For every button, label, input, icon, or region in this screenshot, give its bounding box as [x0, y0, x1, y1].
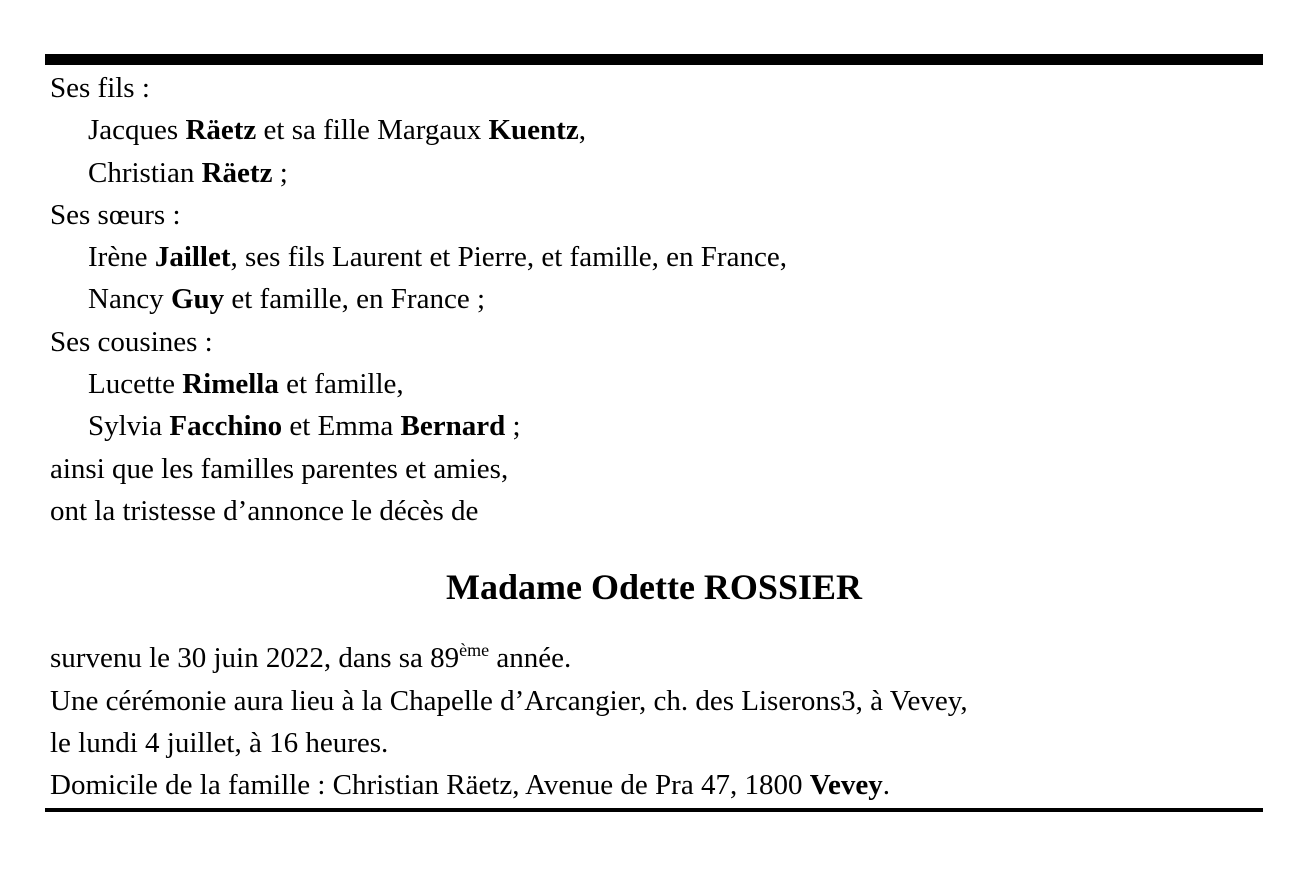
member-text: Sylvia	[88, 410, 170, 443]
member-text: Jacques	[88, 114, 186, 147]
death-date-line	[50, 637, 1263, 679]
family-heading: Ses cousines :	[50, 325, 213, 358]
member-text: ;	[505, 410, 521, 443]
member-text: et Emma	[282, 410, 401, 443]
surname: Bernard	[400, 410, 506, 443]
domicile-city: Vevey	[809, 769, 883, 802]
top-rule	[45, 54, 1263, 65]
member-text: et famille,	[278, 368, 404, 401]
domicile-line	[50, 764, 1263, 806]
member-text: et sa fille Margaux	[256, 114, 489, 147]
member-text: ;	[272, 156, 288, 189]
member-text: Irène	[88, 241, 155, 274]
surname: Räetz	[201, 156, 273, 189]
deceased-name: Madame Odette ROSSIER	[446, 567, 862, 608]
family-member-line	[50, 363, 1263, 405]
family-heading: Ses sœurs :	[50, 198, 181, 231]
member-text: et famille, en France ;	[224, 283, 486, 316]
ceremony-line: Une cérémonie aura lieu à la Chapelle d’Arcangier, ch. des Liserons3, à Vevey,	[50, 684, 968, 717]
family-heading: ont la tristesse d’annonce le décès de	[50, 494, 479, 527]
surname: Facchino	[169, 410, 283, 443]
surname: Rimella	[182, 368, 279, 401]
bottom-rule	[45, 808, 1263, 812]
death-notice	[45, 54, 1263, 812]
surname: Guy	[170, 283, 225, 316]
family-member-line	[50, 109, 1263, 151]
surname: Jaillet	[154, 241, 231, 274]
member-text: Nancy	[88, 283, 171, 316]
member-text: , ses fils Laurent et Pierre, et famille, en France,	[230, 241, 787, 274]
death-date-text: survenu le 30 juin 2022, dans sa 89	[50, 642, 460, 675]
domicile-text: Domicile de la famille : Christian Räetz, Avenue de Pra 47, 1800	[50, 769, 810, 802]
member-text: ,	[578, 114, 586, 147]
death-date-end: année.	[489, 642, 572, 675]
notice-details	[45, 637, 1263, 806]
member-text: Lucette	[88, 368, 183, 401]
family-member-line	[50, 278, 1263, 320]
surname: Kuentz	[488, 114, 579, 147]
family-member-line	[50, 152, 1263, 194]
ceremony-date-line: le lundi 4 juillet, à 16 heures.	[50, 726, 389, 759]
domicile-end: .	[882, 769, 890, 802]
family-member-line	[50, 236, 1263, 278]
ordinal-suffix: ème	[459, 640, 490, 661]
family-list	[45, 67, 1263, 532]
surname: Räetz	[185, 114, 257, 147]
family-member-line	[50, 405, 1263, 447]
family-heading: ainsi que les familles parentes et amies,	[50, 452, 509, 485]
family-heading: Ses fils :	[50, 72, 150, 104]
member-text: Christian	[88, 156, 202, 189]
